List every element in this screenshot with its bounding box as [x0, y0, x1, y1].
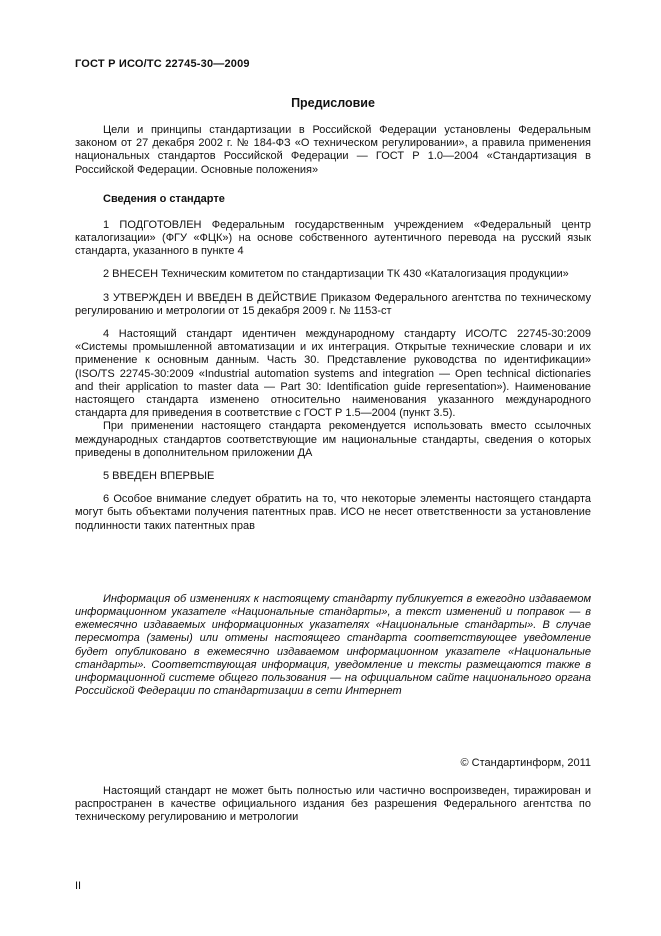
page-title: Предисловие	[291, 96, 375, 110]
reproduction-restriction: Настоящий стандарт не может быть полностью или частично воспроизведен, тиражирован и распространен в качестве официального издания без разрешения Федерального агентства по техническому регулированию и метрологии	[75, 784, 591, 823]
page-number: II	[75, 880, 82, 892]
intro-paragraph: Цели и принципы стандартизации в Российской Федерации установлены Федеральным законом от 27 декабря 2002 г. № 184-ФЗ «О техническом регулировании», а правила применения национальных стандартов Российской Федерации — ГОСТ Р 1.0—2004 «Стандартизация в Российской Федерации. Основные положения»	[75, 124, 591, 176]
clause-5-first-introduced: 5 ВВЕДЕН ВПЕРВЫЕ	[103, 470, 215, 483]
clause-4-identical-standard: 4 Настоящий стандарт идентичен международному стандарту ИСО/ТС 22745-30:2009 «Системы промышленной автоматизации и их интеграция. Открытые технические словари и их применение к основным данным. Часть 30. Представление руководства по идентификации» (ISO/TS 22745-30:2009 «Industrial automation systems and integration — Open technical dictionaries and their application to master data — Part 30: Identification guide representation»). Наименование настоящего стандарта изменено относительно наименования указанного международного стандарта для приведения в соответствие с ГОСТ Р 1.5—2004 (пункт 3.5).	[75, 328, 591, 420]
copyright-notice: © Стандартинформ, 2011	[460, 756, 591, 769]
clause-1-prepared: 1 ПОДГОТОВЛЕН Федеральным государственным учреждением «Федеральный центр каталогизации» (ФГУ «ФЦК») на основе собственного аутентичного перевода на русский язык стандарта, указанного в пункте 4	[75, 218, 591, 258]
section-heading: Сведения о стандарте	[103, 192, 225, 205]
amendments-information-note: Информация об изменениях к настоящему стандарту публикуется в ежегодно издаваемом информационном указателе «Национальные стандарты», а текст изменений и поправок — в ежемесячно издаваемых информационных указателях «Национальные стандарты». В случае пересмотра (замены) или отмены настоящего стандарта соответствующее уведомление будет опубликовано в ежемесячно издаваемом информационном указателе «Национальные стандарты». Соответствующая информация, уведомление и тексты размещаются также в информационной системе общего пользования — на официальном сайте национального органа Российской Федерации по стандартизации в сети Интернет	[75, 592, 591, 698]
clause-4-application-note: При применении настоящего стандарта рекомендуется использовать вместо ссылочных международных стандартов соответствующие им национальные стандарты, сведения о которых приведены в дополнительном приложении ДА	[75, 420, 591, 459]
clause-6-patent-notice: 6 Особое внимание следует обратить на то, что некоторые элементы настоящего стандарта могут быть объектами получения патентных прав. ИСО не несет ответственности за установление подлинности таких патентных прав	[75, 493, 591, 532]
clause-2-submitted: 2 ВНЕСЕН Техническим комитетом по стандартизации ТК 430 «Каталогизация продукции»	[103, 268, 569, 281]
document-header: ГОСТ Р ИСО/ТС 22745-30—2009	[75, 58, 250, 70]
clause-3-approved: 3 УТВЕРЖДЕН И ВВЕДЕН В ДЕЙСТВИЕ Приказом Федерального агентства по техническому регулированию и метрологии от 15 декабря 2009 г. № 1153-ст	[75, 291, 591, 317]
